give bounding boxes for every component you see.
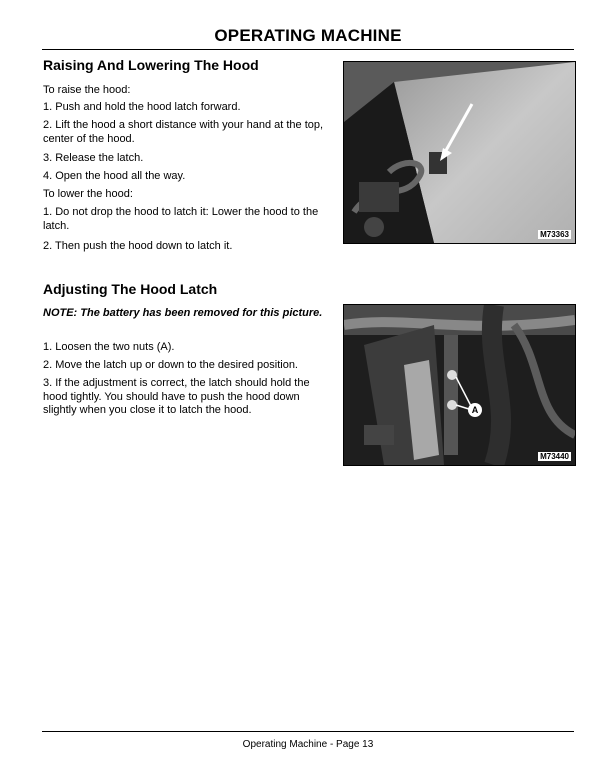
paragraph: 1. Loosen the two nuts (A). xyxy=(43,341,175,353)
photo-id-label: M73440 xyxy=(540,452,569,461)
paragraph: 1. Push and hold the hood latch forward. xyxy=(43,101,241,113)
section-heading-raising-lowering-hood: Raising And Lowering The Hood xyxy=(43,57,259,73)
note-text: NOTE: The battery has been removed for this picture. xyxy=(43,307,323,319)
page-title: OPERATING MACHINE xyxy=(214,26,402,45)
paragraph: To raise the hood: xyxy=(43,84,131,96)
paragraph: 3. If the adjustment is correct, the latch should hold the hood tightly. You should have to push the hood down slightly when you close it to latch the hood. xyxy=(43,377,310,416)
callout-a: A xyxy=(468,403,482,417)
hood-latch-photo xyxy=(343,61,576,244)
latch-photo-illustration xyxy=(344,305,575,465)
paragraph: 2. Lift the hood a short distance with your hand at the top, center of the hood. xyxy=(43,119,324,145)
paragraph: To lower the hood: xyxy=(43,188,133,200)
paragraph: 2. Move the latch up or down to the desired position. xyxy=(43,359,298,371)
section-heading-adjusting-hood-latch: Adjusting The Hood Latch xyxy=(43,281,218,297)
paragraph: 4. Open the hood all the way. xyxy=(43,170,186,182)
title-rule xyxy=(42,49,574,50)
photo-id-label: M73363 xyxy=(540,230,569,239)
hood-latch-adjustment-photo xyxy=(343,304,576,466)
hood-photo-illustration xyxy=(344,62,575,243)
paragraph: 3. Release the latch. xyxy=(43,152,144,164)
paragraph: 2. Then push the hood down to latch it. xyxy=(43,240,233,252)
page-footer: Operating Machine - Page 13 xyxy=(242,739,374,750)
footer-rule xyxy=(42,731,574,732)
paragraph: 1. Do not drop the hood to latch it: Lower the hood to the latch. xyxy=(43,206,319,232)
